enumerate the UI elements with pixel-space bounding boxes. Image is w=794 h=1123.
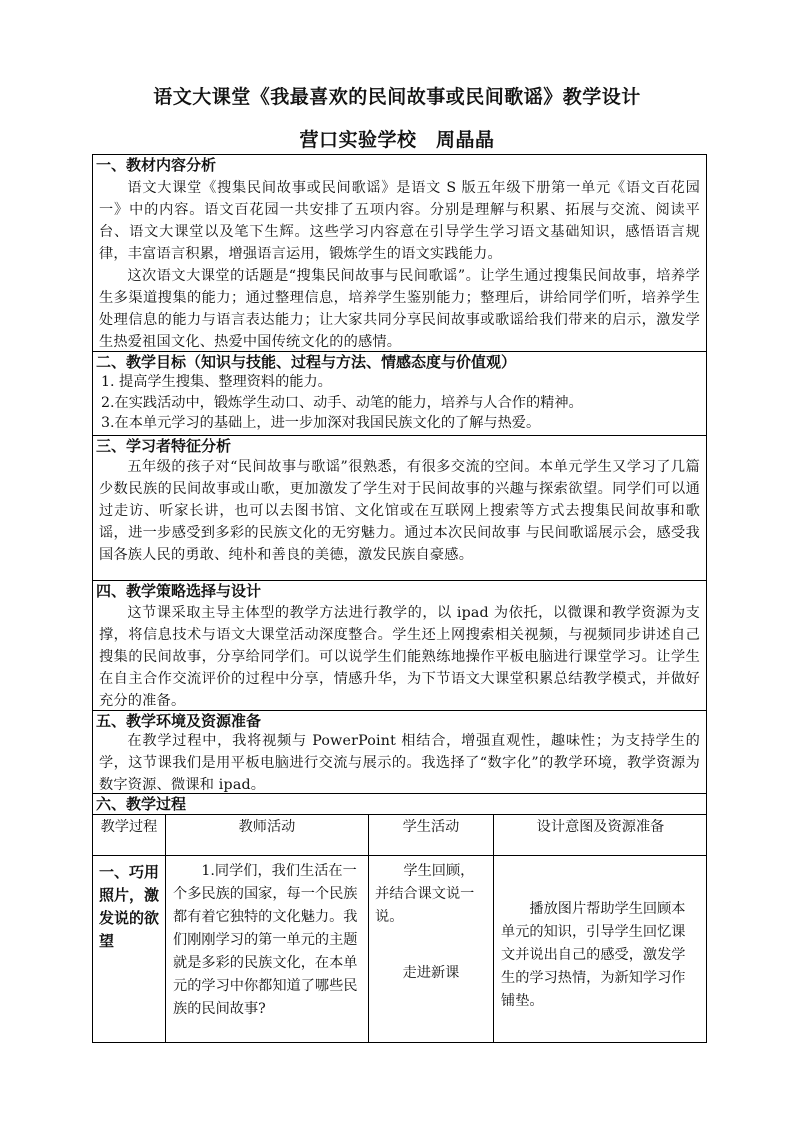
table-header-intent: 设计意图及资源准备 xyxy=(536,819,665,835)
list-item: 2.在实践活动中，锻炼学生动口、动手、动笔的能力，培养与人合作的精神。 xyxy=(101,394,583,411)
section-paragraph: 这节课采取主导主体型的教学方法进行教学的，以 ipad 为依托，以微课和教学资源为支撑，将信息技术与语文大课堂活动深度整合。学生还上网搜索相关视频，与视频同步讲述自己搜集的民间故事，分享给同学们。可以说学生们能熟练地操作平板电脑进行课堂学习。让学生在自主合作交流评价的过程中分享，情感升华，为下节语文大课堂积累总结教学模式，并做好充分的准备。 xyxy=(99,605,700,709)
section-heading-learner-analysis: 三、学习者特征分析 xyxy=(93,435,706,456)
section-paragraph: 语文大课堂《搜集民间故事或民间歌谣》是语文 S 版五年级下册第一单元《语文百花园一》中的内容。语文百花园一共安排了五项内容。分别是理解与积累、拓展与交流、阅读平台、语文大课堂以及笔下生辉。这些学习内容意在引导学生学习语文基础知识，感悟语言规律，丰富语言积累，增强语言运用，锻炼学生的语文实践能力。 xyxy=(99,180,700,262)
table-header-stage: 教学过程 xyxy=(100,819,158,835)
section-heading-strategy: 四、教学策略选择与设计 xyxy=(93,580,706,601)
section-paragraph: 五年级的孩子对“民间故事与歌谣”很熟悉，有很多交流的空间。本单元学生又学习了几篇少数民族的民间故事或山歌，更加激发了学生对于民间故事的兴趣与探索欲望。同学们可以通过走访、听家长讲，也可以去图书馆、文化馆或在互联网上搜索等方式去搜集民间故事和歌谣，进一步感受到多彩的民族文化的无穷魅力。通过本次民间故事 与民间歌谣展示会，感受我国各族人民的勇敢、纯朴和善良的美德，激发民族自豪感。 xyxy=(99,459,700,563)
table-header-teacher: 教师活动 xyxy=(238,819,296,835)
list-item: 3.在本单元学习的基础上，进一步加深对我国民族文化的了解与热爱。 xyxy=(101,415,541,431)
section-heading-objectives: 二、教学目标（知识与技能、过程与方法、情感态度与价值观） xyxy=(93,351,706,372)
table-cell-intent: 播放图片帮助学生回顾本单元的知识，引导学生回忆课文并说出自己的感受，激发学生的学习热情，为新知学习作铺垫。 xyxy=(501,901,686,1009)
list-item: 1. 提高学生搜集、整理资料的能力。 xyxy=(101,374,332,390)
table-cell-stage: 一、巧用照片，激发说的欲望 xyxy=(99,863,160,950)
process-table xyxy=(93,814,706,1042)
section-heading-environment: 五、教学环境及资源准备 xyxy=(93,710,706,731)
section-heading-content-analysis: 一、教材内容分析 xyxy=(96,156,217,174)
objectives-list xyxy=(101,372,700,434)
table-cell-student: 学生回顾，并结合课文说一说。 xyxy=(375,863,475,925)
table-cell-student-extra: 走进新课 xyxy=(402,965,460,981)
document-title: 语文大课堂《我最喜欢的民间故事或民间歌谣》教学设计 xyxy=(153,86,641,108)
section-paragraph: 这次语文大课堂的话题是“搜集民间故事与民间歌谣”。让学生通过搜集民间故事，培养学生多渠道搜集的能力；通过整理信息，培养学生鉴别能力；整理后，讲给同学们听，培养学生处理信息的能力与语言表达能力；让大家共同分享民间故事或歌谣给我们带来的启示，激发学生热爱祖国文化、热爱中国传统文化的的感情。 xyxy=(99,268,700,350)
section-heading-process: 六、教学过程 xyxy=(93,793,706,814)
section-paragraph: 在教学过程中，我将视频与 PowerPoint 相结合，增强直观性，趣味性；为支持学生的学，这节课我们是用平板电脑进行交流与展示的。我选择了“数字化”的教学环境，教学资源为数字资源、微课和 ipad。 xyxy=(99,733,700,793)
table-cell-teacher: 1.同学们，我们生活在一个多民族的国家，每一个民族都有着它独特的文化魅力。我们刚刚学习的第一单元的主题就是多彩的民族文化，在本单元的学习中你都知道了哪些民族的民间故事? xyxy=(173,863,358,1017)
table-header-student: 学生活动 xyxy=(402,819,460,835)
document-subtitle: 营口实验学校 周晶晶 xyxy=(299,129,495,151)
lesson-plan-table xyxy=(92,154,707,1043)
